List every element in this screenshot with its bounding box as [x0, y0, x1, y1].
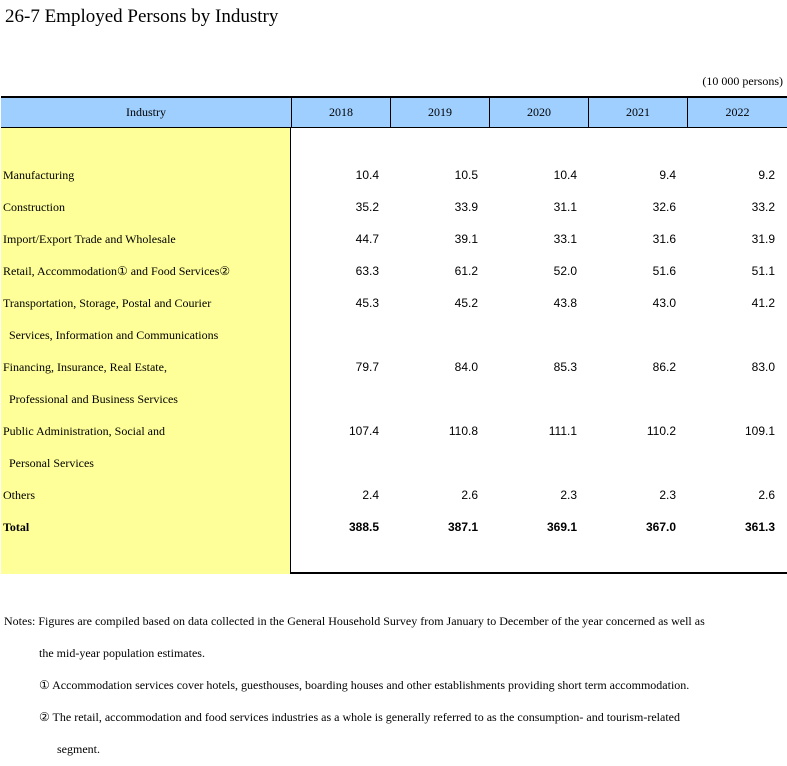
table-row: [1, 484, 787, 506]
row-label: Retail, Accommodation① and Food Services②: [3, 264, 231, 278]
employment-table: [1, 96, 787, 574]
table-row: [1, 356, 787, 378]
row-label: Import/Export Trade and Wholesale: [3, 232, 176, 246]
cell-2020: 52.0: [553, 264, 577, 278]
cell-2021: 110.2: [646, 424, 676, 438]
cell-2020: 85.3: [553, 360, 577, 374]
cell-2022: 2.6: [758, 488, 775, 502]
table-row: [1, 292, 787, 314]
cell-2020: 369.1: [546, 520, 577, 534]
cell-2022: 109.1: [744, 424, 775, 438]
cell-2018: 107.4: [348, 424, 379, 438]
cell-2022: 361.3: [744, 520, 775, 534]
header-year-2021: 2021: [626, 105, 650, 119]
cell-2018: 10.4: [355, 168, 379, 182]
note-line-5: segment.: [57, 742, 100, 756]
cell-2021: 31.6: [652, 232, 676, 246]
cell-2019: 387.1: [447, 520, 478, 534]
table-row-continuation: [1, 452, 787, 474]
cell-2020: 31.1: [553, 200, 577, 214]
table-row-total: [1, 516, 787, 538]
table-row: [1, 164, 787, 186]
cell-2021: 51.6: [652, 264, 676, 278]
row-label-continued: Services, Information and Communications: [9, 328, 219, 342]
page-title: 26-7 Employed Persons by Industry: [5, 6, 279, 27]
cell-2019: 84.0: [454, 360, 478, 374]
cell-2018: 63.3: [355, 264, 379, 278]
header-industry: Industry: [126, 105, 166, 119]
row-label: Financing, Insurance, Real Estate,: [3, 360, 167, 374]
cell-2018: 79.7: [355, 360, 379, 374]
table-header: [1, 98, 787, 128]
cell-2018: 35.2: [355, 200, 379, 214]
cell-2022: 83.0: [751, 360, 775, 374]
row-label: Manufacturing: [3, 168, 75, 182]
cell-2020: 10.4: [553, 168, 577, 182]
cell-2022: 51.1: [751, 264, 775, 278]
row-label-continued: Professional and Business Services: [9, 392, 178, 406]
cell-2018: 45.3: [355, 296, 379, 310]
cell-2021: 32.6: [652, 200, 676, 214]
row-label: Construction: [3, 200, 65, 214]
cell-2022: 33.2: [751, 200, 775, 214]
cell-2021: 86.2: [652, 360, 676, 374]
cell-2020: 111.1: [548, 424, 577, 438]
cell-2022: 41.2: [751, 296, 775, 310]
cell-2019: 33.9: [454, 200, 478, 214]
cell-2020: 43.8: [553, 296, 577, 310]
cell-2020: 33.1: [553, 232, 577, 246]
cell-2021: 43.0: [652, 296, 676, 310]
cell-2018: 388.5: [348, 520, 379, 534]
table-row: [1, 420, 787, 442]
cell-2019: 2.6: [461, 488, 478, 502]
row-label: Public Administration, Social and: [3, 424, 165, 438]
row-label-continued: Personal Services: [9, 456, 94, 470]
cell-2019: 39.1: [454, 232, 478, 246]
table-row-continuation: [1, 324, 787, 346]
cell-2018: 44.7: [355, 232, 379, 246]
row-label: Total: [3, 520, 30, 534]
cell-2022: 31.9: [751, 232, 775, 246]
header-year-2019: 2019: [428, 105, 452, 119]
table-row-continuation: [1, 388, 787, 410]
header-year-2022: 2022: [725, 105, 750, 119]
unit-label: (10 000 persons): [702, 74, 783, 88]
cell-2019: 61.2: [454, 264, 478, 278]
header-year-2018: 2018: [329, 105, 353, 119]
cell-2021: 2.3: [659, 488, 676, 502]
cell-2020: 2.3: [560, 488, 577, 502]
cell-2021: 367.0: [645, 520, 676, 534]
note-line-2: the mid-year population estimates.: [39, 646, 205, 660]
industry-column: [1, 128, 291, 574]
cell-2021: 9.4: [659, 168, 676, 182]
row-label: Others: [3, 488, 35, 502]
note-line-3: ① Accommodation services cover hotels, guesthouses, boarding houses and other establishments providing short term accommodation.: [39, 678, 690, 692]
table-row: [1, 260, 787, 282]
header-year-2020: 2020: [527, 105, 551, 119]
cell-2019: 45.2: [454, 296, 478, 310]
table-row: [1, 228, 787, 250]
note-line-1: Notes: Figures are compiled based on data collected in the General Household Survey from January to December of the year concerned as well as: [4, 614, 705, 628]
cell-2019: 10.5: [454, 168, 478, 182]
cell-2019: 110.8: [448, 424, 478, 438]
table-row: [1, 196, 787, 218]
row-label: Transportation, Storage, Postal and Courier: [3, 296, 212, 310]
cell-2018: 2.4: [362, 488, 379, 502]
cell-2022: 9.2: [758, 168, 775, 182]
note-line-4: ② The retail, accommodation and food services industries as a whole is generally referred to as the consumption- and tourism-related: [39, 710, 680, 724]
